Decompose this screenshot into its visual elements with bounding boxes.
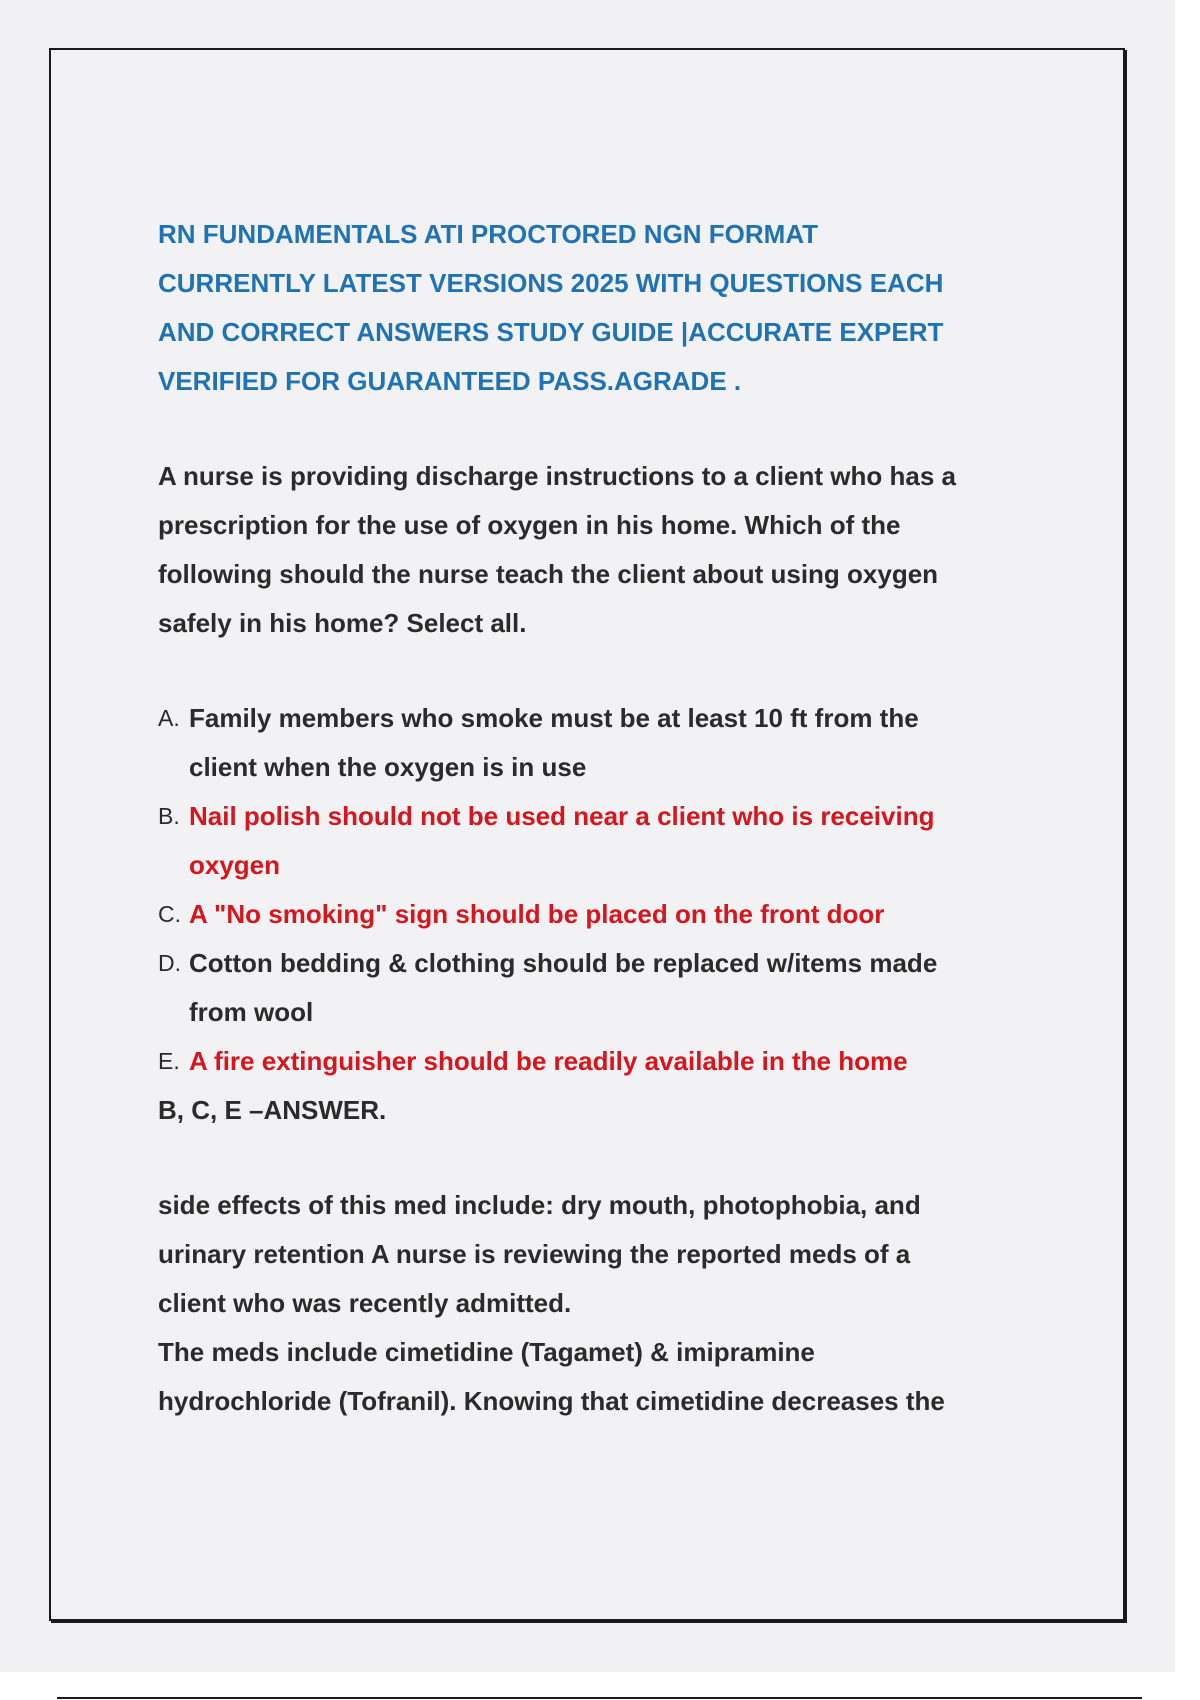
option-text — [189, 939, 1038, 1037]
answer-key: B, C, E –ANSWER. — [158, 1095, 387, 1125]
option-line: A fire extinguisher should be readily available in the home — [189, 1046, 908, 1076]
title-line: RN FUNDAMENTALS ATI PROCTORED NGN FORMAT — [158, 219, 819, 249]
question-line: A nurse is providing discharge instructions to a client who has a — [158, 461, 956, 491]
option-b — [158, 792, 1038, 890]
option-letter: E. — [158, 1048, 180, 1074]
option-line: client when the oxygen is in use — [189, 752, 587, 782]
option-letter: D. — [158, 950, 181, 976]
option-d — [158, 939, 1038, 1037]
option-line: from wool — [189, 997, 314, 1027]
answer-options — [158, 694, 1038, 1086]
paragraph-line: client who was recently admitted. — [158, 1288, 572, 1318]
question-line: following should the nurse teach the client about using oxygen — [158, 559, 939, 589]
option-line: Family members who smoke must be at least 10 ft from the — [189, 703, 919, 733]
option-line: oxygen — [189, 850, 281, 880]
option-a — [158, 694, 1038, 792]
next-question-text — [158, 1181, 1038, 1426]
paragraph-line: urinary retention A nurse is reviewing the reported meds of a — [158, 1239, 911, 1269]
option-c — [158, 890, 1038, 939]
option-letter: A. — [158, 705, 180, 731]
option-text — [189, 694, 1038, 792]
option-letter: C. — [158, 901, 181, 927]
paragraph-line: side effects of this med include: dry mouth, photophobia, and — [158, 1190, 921, 1220]
question-text — [158, 452, 1038, 648]
option-line: Cotton bedding & clothing should be replaced w/items made — [189, 948, 938, 978]
question-line: prescription for the use of oxygen in his home. Which of the — [158, 510, 901, 540]
option-text — [189, 792, 1038, 890]
title-line: AND CORRECT ANSWERS STUDY GUIDE |ACCURATE EXPERT — [158, 317, 944, 347]
option-line: A "No smoking" sign should be placed on the front door — [189, 899, 885, 929]
question-line: safely in his home? Select all. — [158, 608, 527, 638]
title-line: CURRENTLY LATEST VERSIONS 2025 WITH QUESTIONS EACH — [158, 268, 944, 298]
document-title — [158, 210, 1038, 406]
option-text — [189, 890, 1038, 939]
option-e — [158, 1037, 1038, 1086]
paragraph-line: hydrochloride (Tofranil). Knowing that cimetidine decreases the — [158, 1386, 945, 1416]
bottom-divider — [57, 1697, 1142, 1699]
document-content — [158, 210, 1038, 1426]
paragraph-line: The meds include cimetidine (Tagamet) & imipramine — [158, 1337, 815, 1367]
title-line: VERIFIED FOR GUARANTEED PASS.AGRADE . — [158, 366, 742, 396]
option-line: Nail polish should not be used near a client who is receiving — [189, 801, 935, 831]
option-letter: B. — [158, 803, 180, 829]
option-text — [189, 1037, 1038, 1086]
